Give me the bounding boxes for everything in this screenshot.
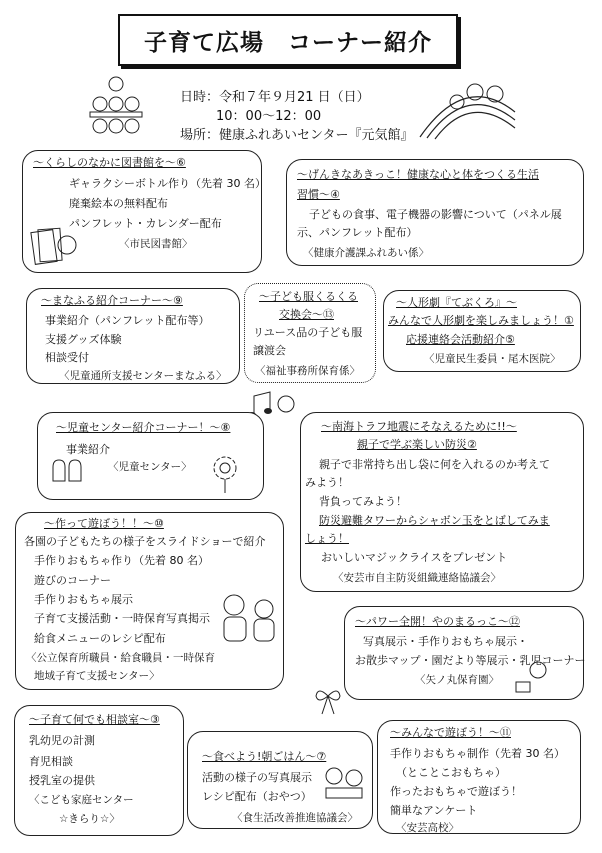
event-date: 日時：令和７年９月21 日（日） [180,90,370,105]
childcenter-item: 事業紹介 [66,443,110,456]
page-title: 子育て広場 コーナー紹介 [144,30,432,56]
consult-item: 乳幼児の計測 [29,734,95,747]
play-item: 各園の子どもたちの様子をスライドショーで紹介 [24,535,266,548]
breakfast-heading: ～食べよう!朝ごはん～⑦ [202,750,327,763]
library-item: ギャラクシーボトル作り（先着 30 名） [69,177,266,190]
mittens-icon [50,457,84,485]
play-heading: ～作って遊ぼう！！～⑩ [44,517,164,530]
library-item: 廃棄絵本の無料配布 [69,197,168,210]
quake-item: 防災避難タワーからシャボン玉をとばしてみま [319,514,550,527]
manafuru-item: 相談受付 [45,351,89,364]
book-reading-icon [31,225,81,267]
together-item: 作ったおもちゃで遊ぼう！ [390,785,522,798]
health-heading: ～げんきなあきっこ！健康な心と体をつくる生活 [297,168,539,181]
consult-item: 育児相談 [29,755,73,768]
play-org-cont: 地域子育て支援センター〉 [34,670,160,682]
clothes-heading-cont: 交換会～⑬ [279,308,334,321]
consult-heading: ～子育て何でも相談室～③ [29,713,160,726]
breakfast-org: 〈食生活改善推進協議会〉 [232,812,358,824]
child-center-box [37,412,264,500]
quake-org: 〈安芸市自主防災組織連絡協議会〉 [333,572,501,584]
flower-icon [210,455,240,495]
quake-item: みよう！ [305,476,349,489]
together-item: 手作りおもちゃ制作（先着 30 名） [390,747,565,760]
power-heading: ～パワー全開！やのまるっこ～⑫ [355,615,520,628]
children-eating-illustration [324,766,364,800]
manafuru-heading: ～まなふる紹介コーナー～⑨ [41,294,183,307]
manafuru-corner-box [26,288,240,384]
play-together-box [377,720,581,834]
animal-friends-illustration [86,74,146,142]
play-org: 〈公立保育所職員・給食職員・一時保育 [26,652,215,664]
health-org: 〈健康介護課ふれあい係〉 [303,247,429,259]
quake-item: しょう！ [305,532,349,545]
quake-item: おいしいマジックライスをプレゼント [321,551,508,564]
puppet-heading-cont: みんなで人形劇を楽しみましょう！① [388,314,574,327]
health-item: 子どもの食事、電子機器の影響について（パネル展 [309,208,562,221]
manafuru-item: 事業紹介（パンフレット配布等） [45,314,210,327]
breakfast-box [187,731,373,829]
event-venue: 場所：健康ふれあいセンター『元気館』 [180,128,414,143]
bears-playing-illustration [220,591,282,647]
play-item: 手作りおもちゃ作り（先着 80 名） [34,554,209,567]
make-and-play-box [15,512,284,690]
clothes-heading: ～子ども服くるくる [259,290,358,303]
quake-heading: ～南海トラフ地震にそなえるために!!～ [321,420,517,433]
quake-item: 親子で非常持ち出し袋に何を入れるのか考えて [319,458,550,471]
rainbow-children-illustration [415,72,521,142]
consultation-box [14,705,184,836]
together-org: 〈安芸高校〉 [396,822,459,834]
library-item: パンフレット・カレンダー配布 [69,217,222,230]
clothes-org: 〈福祉事務所保育係〉 [255,365,360,377]
puppet-org: 〈児童民生委員・尾木医院〉 [424,353,561,365]
clothes-item: 譲渡会 [253,344,286,357]
consult-org: 〈こども家庭センター [29,794,134,806]
library-heading: ～くらしのなかに図書館を～⑥ [33,156,186,169]
health-heading-cont: 習慣～④ [297,188,340,201]
library-corner-box [22,150,266,273]
health-item: 示、パンフレット配布） [297,226,418,239]
library-org: 〈市民図書館〉 [119,238,193,250]
title-banner [118,14,458,66]
power-item: お散歩マップ・園だより等展示・乳児コーナー [355,654,586,667]
earthquake-prep-box [300,412,584,592]
ribbon-icon [314,686,342,716]
puppet-show-box [383,290,581,372]
clothes-item: リユース品の子ども服 [253,326,363,339]
play-item: 遊びのコーナー [34,574,111,587]
play-item: 子育て支援活動・一時保育写真掲示 [34,612,210,625]
puppet-heading: ～人形劇『てぶくろ』～ [396,296,517,309]
power-org: 〈矢ノ丸保育園〉 [415,674,499,686]
clothes-exchange-box [244,283,376,383]
child-with-toy-illustration [514,660,550,696]
play-item: 手作りおもちゃ展示 [34,593,133,606]
puppet-item: 応援連絡会活動紹介⑤ [406,333,515,346]
manafuru-org: 〈児童通所支援センターまなふる〉 [59,370,227,382]
manafuru-item: 支援グッズ体験 [45,333,122,346]
power-item: 写真展示・手作りおもちゃ展示・ [363,635,528,648]
consult-org-cont: ☆きらり☆〉 [59,813,120,825]
childcenter-heading: ～児童センター紹介コーナー！～⑧ [56,421,231,434]
childcenter-org: 〈児童センター〉 [108,461,192,473]
play-item: 給食メニューのレシピ配布 [34,632,166,645]
event-time: 10：00～12：00 [216,109,322,124]
consult-item: 授乳室の提供 [29,774,95,787]
breakfast-item: 活動の様子の写真展示 [202,771,312,784]
health-corner-box [286,159,584,266]
together-item: 簡単なアンケート [390,804,478,817]
together-heading: ～みんなで遊ぼう！～⑪ [390,726,511,739]
quake-heading-cont: 親子で学ぶ楽しい防災② [357,438,477,451]
breakfast-item: レシピ配布（おやつ） [202,790,312,803]
quake-item: 背負ってみよう！ [319,495,407,508]
together-item: （とことこおもちゃ） [396,766,506,779]
